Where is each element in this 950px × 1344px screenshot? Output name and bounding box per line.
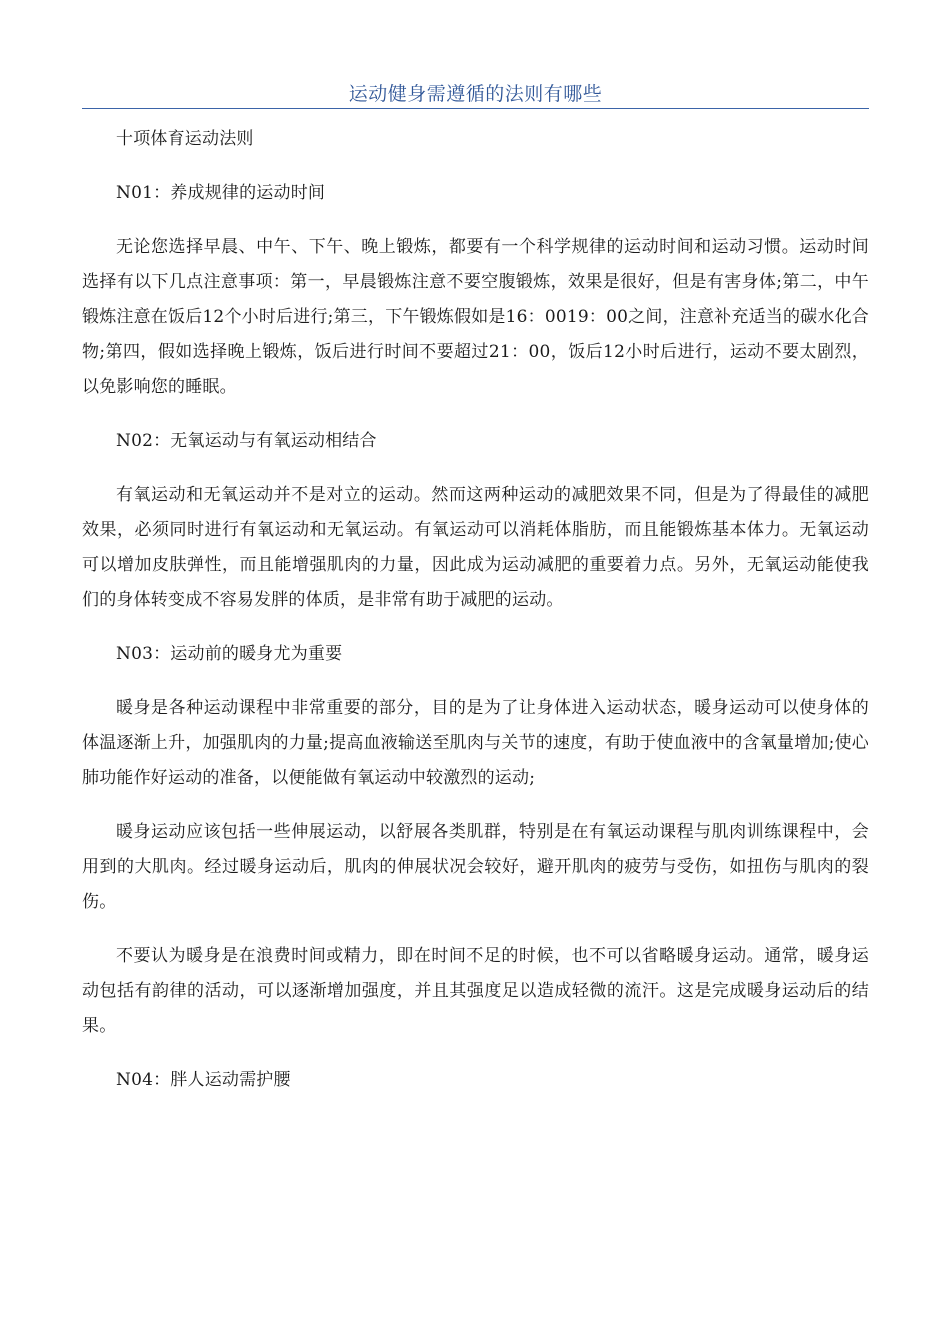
page-header (82, 80, 869, 110)
paragraph-rule-02: 有氧运动和无氧运动并不是对立的运动。然而这两种运动的减肥效果不同，但是为了得最佳的减肥效果，必须同时进行有氧运动和无氧运动。有氧运动可以消耗体脂肪，而且能锻炼基本体力。无氧运动可以增加皮肤弹性，而且能增强肌肉的力量，因此成为运动减肥的重要着力点。另外，无氧运动能使我们的身体转变成不容易发胖的体质，是非常有助于减肥的运动。 (82, 485, 869, 610)
paragraph-rule-03-b: 暖身运动应该包括一些伸展运动，以舒展各类肌群，特别是在有氧运动课程与肌肉训练课程中，会用到的大肌肉。经过暖身运动后，肌肉的伸展状况会较好，避开肌肉的疲劳与受伤，如扭伤与肌肉的裂伤。 (82, 822, 869, 912)
rule-heading-01: N01：养成规律的运动时间 (116, 183, 326, 203)
document-body (82, 122, 869, 1117)
section-heading: 十项体育运动法则 (116, 129, 254, 149)
rule-heading-02: N02：无氧运动与有氧运动相结合 (116, 431, 377, 451)
header-divider (82, 108, 869, 109)
rule-heading-04: N04：胖人运动需护腰 (116, 1070, 291, 1090)
paragraph-rule-01: 无论您选择早晨、中午、下午、晚上锻炼，都要有一个科学规律的运动时间和运动习惯。运动时间选择有以下几点注意事项：第一，早晨锻炼注意不要空腹锻炼，效果是很好，但是有害身体;第二，中午锻炼注意在饭后12个小时后进行;第三，下午锻炼假如是16：0019：00之间，注意补充适当的碳水化合物;第四，假如选择晚上锻炼，饭后进行时间不要超过21：00，饭后12小时后进行，运动不要太剧烈，以免影响您的睡眠。 (82, 237, 869, 397)
paragraph-rule-03-a: 暖身是各种运动课程中非常重要的部分，目的是为了让身体进入运动状态，暖身运动可以使身体的体温逐渐上升，加强肌肉的力量;提高血液输送至肌肉与关节的速度，有助于使血液中的含氧量增加;使心肺功能作好运动的准备，以便能做有氧运动中较激烈的运动; (82, 698, 869, 788)
document-title: 运动健身需遵循的法则有哪些 (348, 83, 603, 105)
rule-heading-03: N03：运动前的暖身尤为重要 (116, 644, 343, 664)
paragraph-rule-03-c: 不要认为暖身是在浪费时间或精力，即在时间不足的时候，也不可以省略暖身运动。通常，暖身运动包括有韵律的活动，可以逐渐增加强度，并且其强度足以造成轻微的流汗。这是完成暖身运动后的结果。 (82, 946, 869, 1036)
